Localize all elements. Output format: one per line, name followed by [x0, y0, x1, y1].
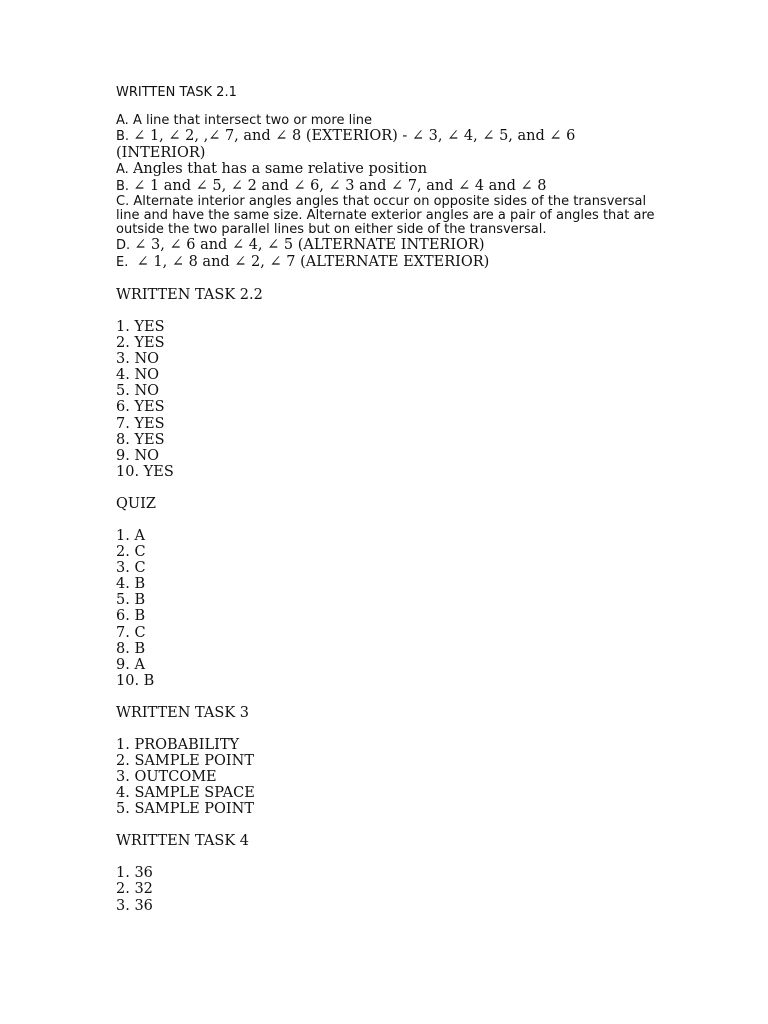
answer-text: ∠ 1, ∠ 8 and ∠ 2, ∠ 7 (ALTERNATE EXTERIOR) — [136, 254, 490, 270]
list-item: 3. C — [116, 560, 146, 577]
spacer — [116, 271, 676, 287]
spacer — [116, 100, 676, 114]
answer-a-1 — [116, 114, 676, 128]
list-item: 8. YES — [116, 431, 165, 448]
list-item: 1. PROBABILITY — [116, 736, 240, 753]
answer-label: A. — [116, 162, 133, 177]
list-item: 1. YES — [116, 319, 165, 335]
answer-text: Alternate interior angles angles that occur on opposite sides of the transversal line and have the same size. Alternate exterior angles are a pair of angles that are outside the two parallel lines but on either side of the transversal. — [116, 194, 655, 237]
list-item: 3. OUTCOME — [116, 769, 217, 786]
answer-text: ∠ 1, ∠ 2, ,∠ 7, and ∠ 8 (EXTERIOR) - ∠ 3, ∠ 4, ∠ 5, and ∠ 6 — [133, 128, 576, 144]
answer-d — [116, 237, 676, 254]
answer-label: B. — [116, 129, 134, 144]
answer-label: C. — [116, 194, 134, 209]
list-item: 2. YES — [116, 335, 165, 352]
list-item: 7. YES — [116, 415, 165, 432]
list-item: 9. A — [116, 656, 145, 673]
answer-b-1-continued: (INTERIOR) — [116, 145, 206, 161]
answer-text: ∠ 1 and ∠ 5, ∠ 2 and ∠ 6, ∠ 3 and ∠ 7, and ∠ 4 and ∠ 8 — [133, 178, 547, 194]
list-item: 7. C — [116, 624, 146, 641]
answer-c — [116, 195, 661, 237]
answer-text: ∠ 3, ∠ 6 and ∠ 4, ∠ 5 (ALTERNATE INTERIOR) — [134, 237, 485, 253]
written-task-2-2-answers — [116, 319, 676, 480]
list-item: 3. NO — [116, 351, 160, 368]
answer-label: D. — [116, 238, 135, 253]
list-item: 8. B — [116, 640, 146, 657]
list-item: 5. SAMPLE POINT — [116, 801, 255, 818]
answer-e — [116, 254, 676, 271]
answer-label: E. — [116, 255, 137, 270]
list-item: 5. NO — [116, 383, 160, 400]
list-item: 2. C — [116, 544, 146, 561]
spacer — [116, 689, 676, 705]
list-item: 5. B — [116, 592, 146, 609]
section-title-quiz: QUIZ — [116, 495, 156, 512]
section-title-written-task-3: WRITTEN TASK 3 — [116, 704, 249, 721]
written-task-4-answers — [116, 865, 676, 913]
spacer — [116, 721, 676, 737]
list-item: 6. YES — [116, 399, 165, 416]
spacer — [116, 817, 676, 833]
spacer — [116, 303, 676, 319]
answer-label: B. — [116, 179, 134, 194]
spacer — [116, 849, 676, 865]
section-title-written-task-4: WRITTEN TASK 4 — [116, 833, 249, 850]
spacer — [116, 512, 676, 528]
section-title-written-task-2-2: WRITTEN TASK 2.2 — [116, 287, 263, 303]
list-item: 4. B — [116, 576, 146, 593]
spacer — [116, 480, 676, 496]
list-item: 1. 36 — [116, 865, 153, 882]
answer-b-1 — [116, 128, 676, 145]
list-item: 9. NO — [116, 447, 160, 464]
list-item: 4. NO — [116, 367, 160, 384]
list-item: 6. B — [116, 608, 146, 625]
answer-b-2 — [116, 178, 676, 195]
list-item: 10. B — [116, 672, 155, 689]
section-title-written-task-2-1: WRITTEN TASK 2.1 — [116, 85, 237, 100]
list-item: 4. SAMPLE SPACE — [116, 785, 255, 802]
list-item: 2. SAMPLE POINT — [116, 752, 255, 769]
list-item: 10. YES — [116, 463, 174, 480]
answer-text: Angles that has a same relative position — [132, 161, 428, 177]
list-item: 2. 32 — [116, 881, 153, 898]
answer-text: A line that intersect two or more line — [132, 113, 373, 128]
list-item: 1. A — [116, 527, 145, 544]
written-task-3-answers — [116, 737, 676, 817]
quiz-answers — [116, 528, 676, 689]
document-page — [116, 86, 676, 914]
list-item: 3. 36 — [116, 897, 153, 914]
answer-a-2 — [116, 161, 676, 178]
answer-label: A. — [116, 113, 133, 128]
